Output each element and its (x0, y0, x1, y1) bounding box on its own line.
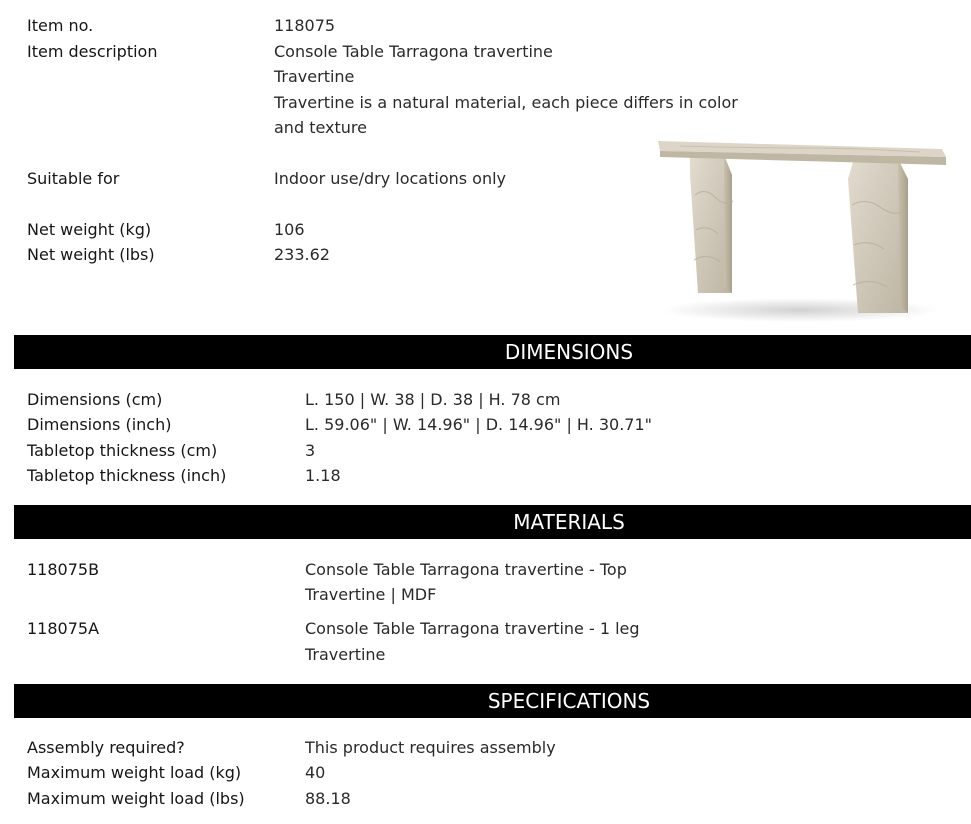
tabletop-thickness-inch-value: 1.18 (305, 466, 341, 485)
item-description-line: and texture (274, 118, 367, 137)
material-name: Console Table Tarragona travertine - 1 leg (305, 619, 640, 638)
max-weight-lbs-value: 88.18 (305, 789, 351, 808)
dimensions-cm-value: L. 150 | W. 38 | D. 38 | H. 78 cm (305, 390, 561, 409)
net-weight-lbs-label: Net weight (lbs) (27, 245, 155, 264)
dimensions-inch-label: Dimensions (inch) (27, 415, 172, 434)
materials-header (14, 505, 971, 539)
item-description-line: Travertine is a natural material, each piece differs in color (274, 93, 738, 112)
item-no-value: 118075 (274, 16, 336, 35)
dimensions-header (14, 335, 971, 369)
specifications-header-text: SPECIFICATIONS (487, 689, 651, 713)
dimensions-header-text: DIMENSIONS (504, 340, 634, 364)
assembly-required-value: This product requires assembly (305, 738, 556, 757)
item-description-label: Item description (27, 42, 158, 61)
max-weight-lbs-label: Maximum weight load (lbs) (27, 789, 245, 808)
assembly-required-label: Assembly required? (27, 738, 185, 757)
console-table-image (650, 135, 950, 325)
tabletop-thickness-cm-value: 3 (305, 441, 316, 460)
net-weight-kg-label: Net weight (kg) (27, 220, 152, 239)
max-weight-kg-value: 40 (305, 763, 326, 782)
material-name: Console Table Tarragona travertine - Top (305, 560, 627, 579)
item-description-line: Console Table Tarragona travertine (274, 42, 553, 61)
suitable-for-value: Indoor use/dry locations only (274, 169, 507, 188)
materials-header-text: MATERIALS (513, 510, 625, 534)
item-description-line: Travertine (274, 67, 355, 86)
material-composition: Travertine (305, 645, 386, 664)
item-no-label: Item no. (27, 16, 94, 35)
tabletop-thickness-inch-label: Tabletop thickness (inch) (27, 466, 227, 485)
specifications-header (14, 684, 971, 718)
dimensions-inch-value: L. 59.06" | W. 14.96" | D. 14.96" | H. 30.71" (305, 415, 652, 434)
tabletop-thickness-cm-label: Tabletop thickness (cm) (27, 441, 218, 460)
net-weight-kg-value: 106 (274, 220, 305, 239)
suitable-for-label: Suitable for (27, 169, 120, 188)
dimensions-cm-label: Dimensions (cm) (27, 390, 163, 409)
material-code: 118075B (27, 560, 100, 579)
max-weight-kg-label: Maximum weight load (kg) (27, 763, 242, 782)
material-code: 118075A (27, 619, 100, 638)
material-composition: Travertine | MDF (305, 585, 437, 604)
net-weight-lbs-value: 233.62 (274, 245, 330, 264)
